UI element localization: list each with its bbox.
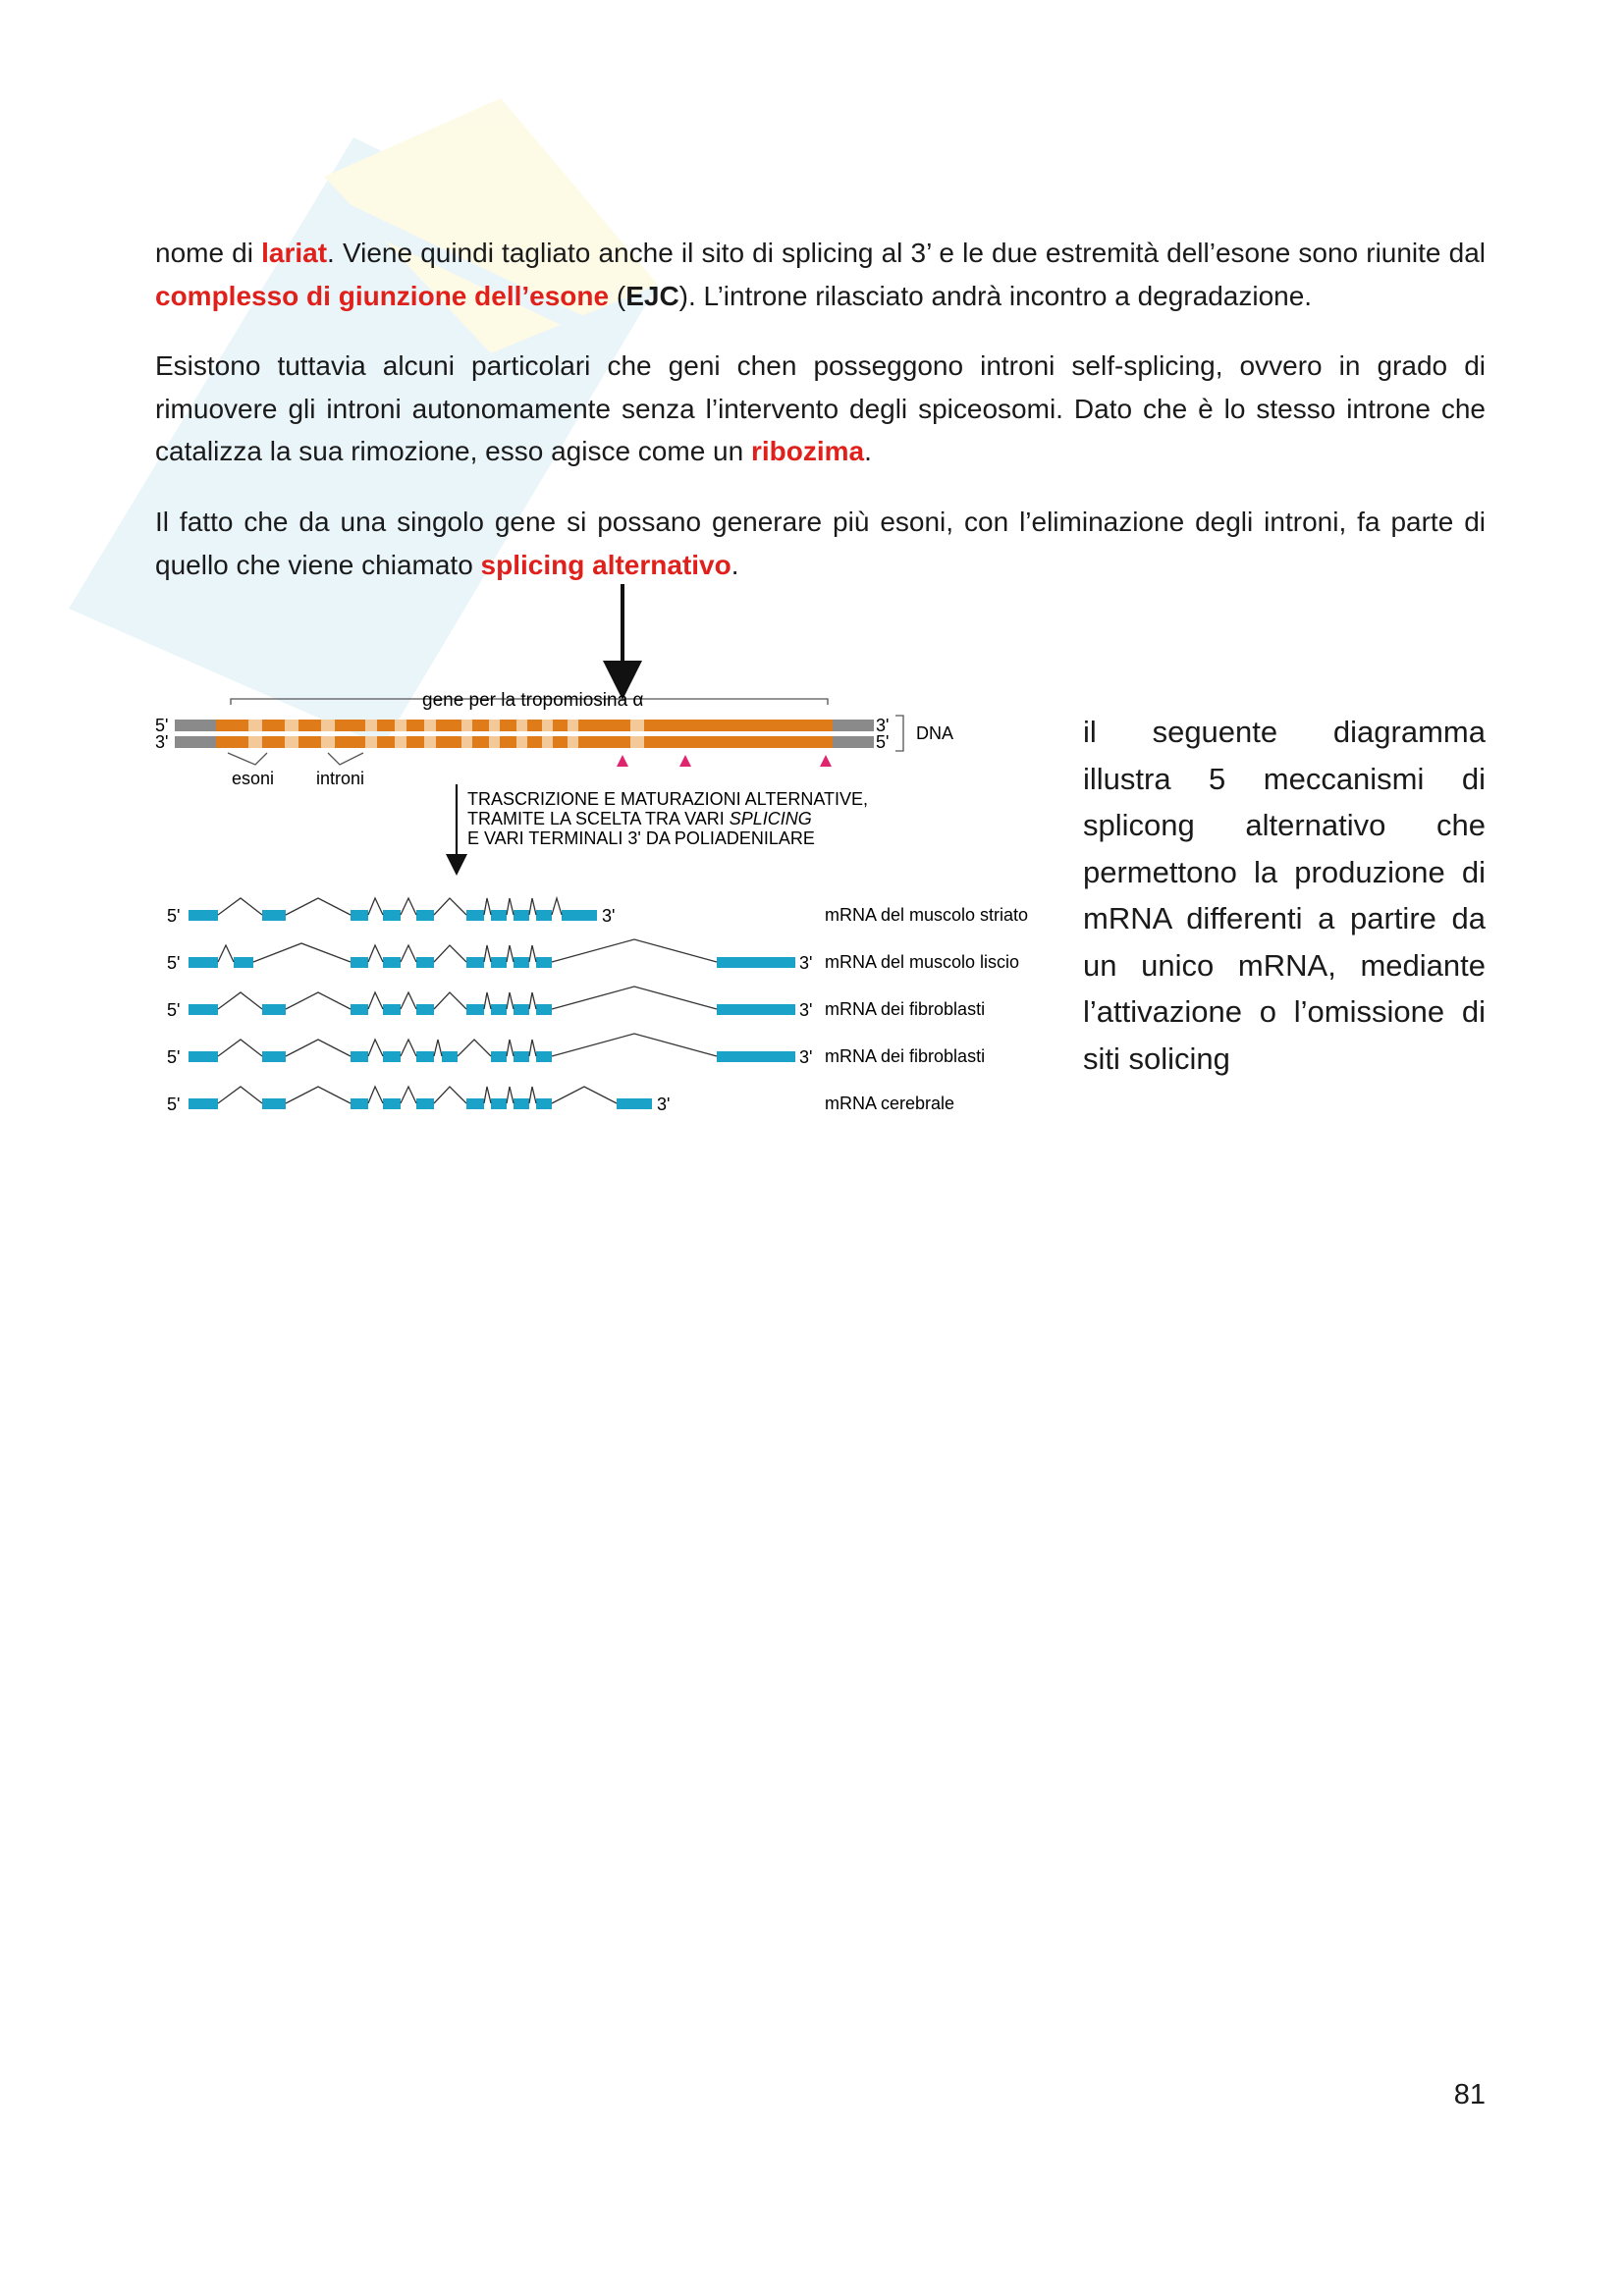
- svg-text:3': 3': [876, 716, 890, 735]
- mrna-label: mRNA dei fibroblasti: [825, 999, 986, 1019]
- page-number: 81: [1453, 2079, 1486, 2110]
- svg-text:3': 3': [657, 1095, 671, 1114]
- mrna-row: [167, 898, 1028, 926]
- exons-label: esoni: [232, 769, 275, 788]
- mrna-label: mRNA cerebrale: [825, 1094, 955, 1113]
- svg-text:3': 3': [155, 732, 169, 752]
- mrna-row: [167, 987, 985, 1020]
- paragraph-alternative-splicing: Il fatto che da una singolo gene si possano generare più esoni, con l’eliminazione degli introni, fa parte di quello che viene chiamato splicing alternativo.: [155, 507, 1486, 580]
- term-ejc: complesso di giunzione dell’esone: [155, 280, 610, 311]
- term-lariat: lariat: [261, 238, 328, 268]
- svg-text:3': 3': [799, 1047, 813, 1067]
- process-caption-3: E VARI TERMINALI 3' DA POLIADENILARE: [467, 828, 815, 848]
- svg-text:3': 3': [799, 1000, 813, 1020]
- svg-text:3': 3': [799, 953, 813, 973]
- mrna-label: mRNA dei fibroblasti: [825, 1046, 986, 1066]
- svg-text:5': 5': [167, 1047, 181, 1067]
- svg-text:5': 5': [167, 1095, 181, 1114]
- introns-label: introni: [316, 769, 365, 788]
- svg-text:5': 5': [167, 906, 181, 926]
- splicing-diagram: [147, 574, 1070, 1124]
- mrna-row: [167, 1087, 954, 1114]
- mrna-label: mRNA del muscolo striato: [825, 905, 1029, 925]
- svg-text:5': 5': [167, 1000, 181, 1020]
- term-ribozima: ribozima: [750, 436, 865, 466]
- paragraph-self-splicing: Esistono tuttavia alcuni particolari che geni chen posseggono introni self-splicing, ovvero in grado di rimuovere gli introni autonomamente senza l’intervento degli spiceosomi. Dato che è lo stesso introne che catalizza la sua rimozione, esso agisce come un ribozima.: [155, 350, 1486, 466]
- svg-text:5': 5': [167, 953, 181, 973]
- term-splicing-alternativo: splicing alternativo: [480, 549, 731, 580]
- dna-double-strand: [175, 720, 874, 748]
- svg-text:5': 5': [876, 732, 890, 752]
- abbr-ejc: EJC: [625, 280, 679, 311]
- process-caption-2: TRAMITE LA SCELTA TRA VARI SPLICING: [467, 809, 812, 828]
- mrna-row: [167, 939, 1019, 973]
- process-caption-1: TRASCRIZIONE E MATURAZIONI ALTERNATIVE,: [467, 789, 869, 809]
- polya-site-markers: [617, 755, 832, 767]
- mrna-row: [167, 1034, 985, 1067]
- mrna-label: mRNA del muscolo liscio: [825, 952, 1020, 972]
- gene-label: gene per la tropomiosina α: [422, 690, 644, 711]
- paragraph-lariat: nome di lariat. Viene quindi tagliato anche il sito di splicing al 3’ e le due estremità dell’esone sono riunite dal complesso di giunzione dell’esone (EJC). L’introne rilasciato andrà incontro a degradazione.: [155, 238, 1486, 311]
- diagram-description: il seguente diagramma illustra 5 meccanismi di splicong alternativo che permettono la produzione di mRNA differenti a partire da un unico mRNA, mediante l’attivazione o l’omissione di siti solicing: [1083, 715, 1486, 1076]
- svg-text:5': 5': [155, 716, 169, 735]
- svg-text:3': 3': [602, 906, 616, 926]
- dna-label: DNA: [916, 723, 954, 743]
